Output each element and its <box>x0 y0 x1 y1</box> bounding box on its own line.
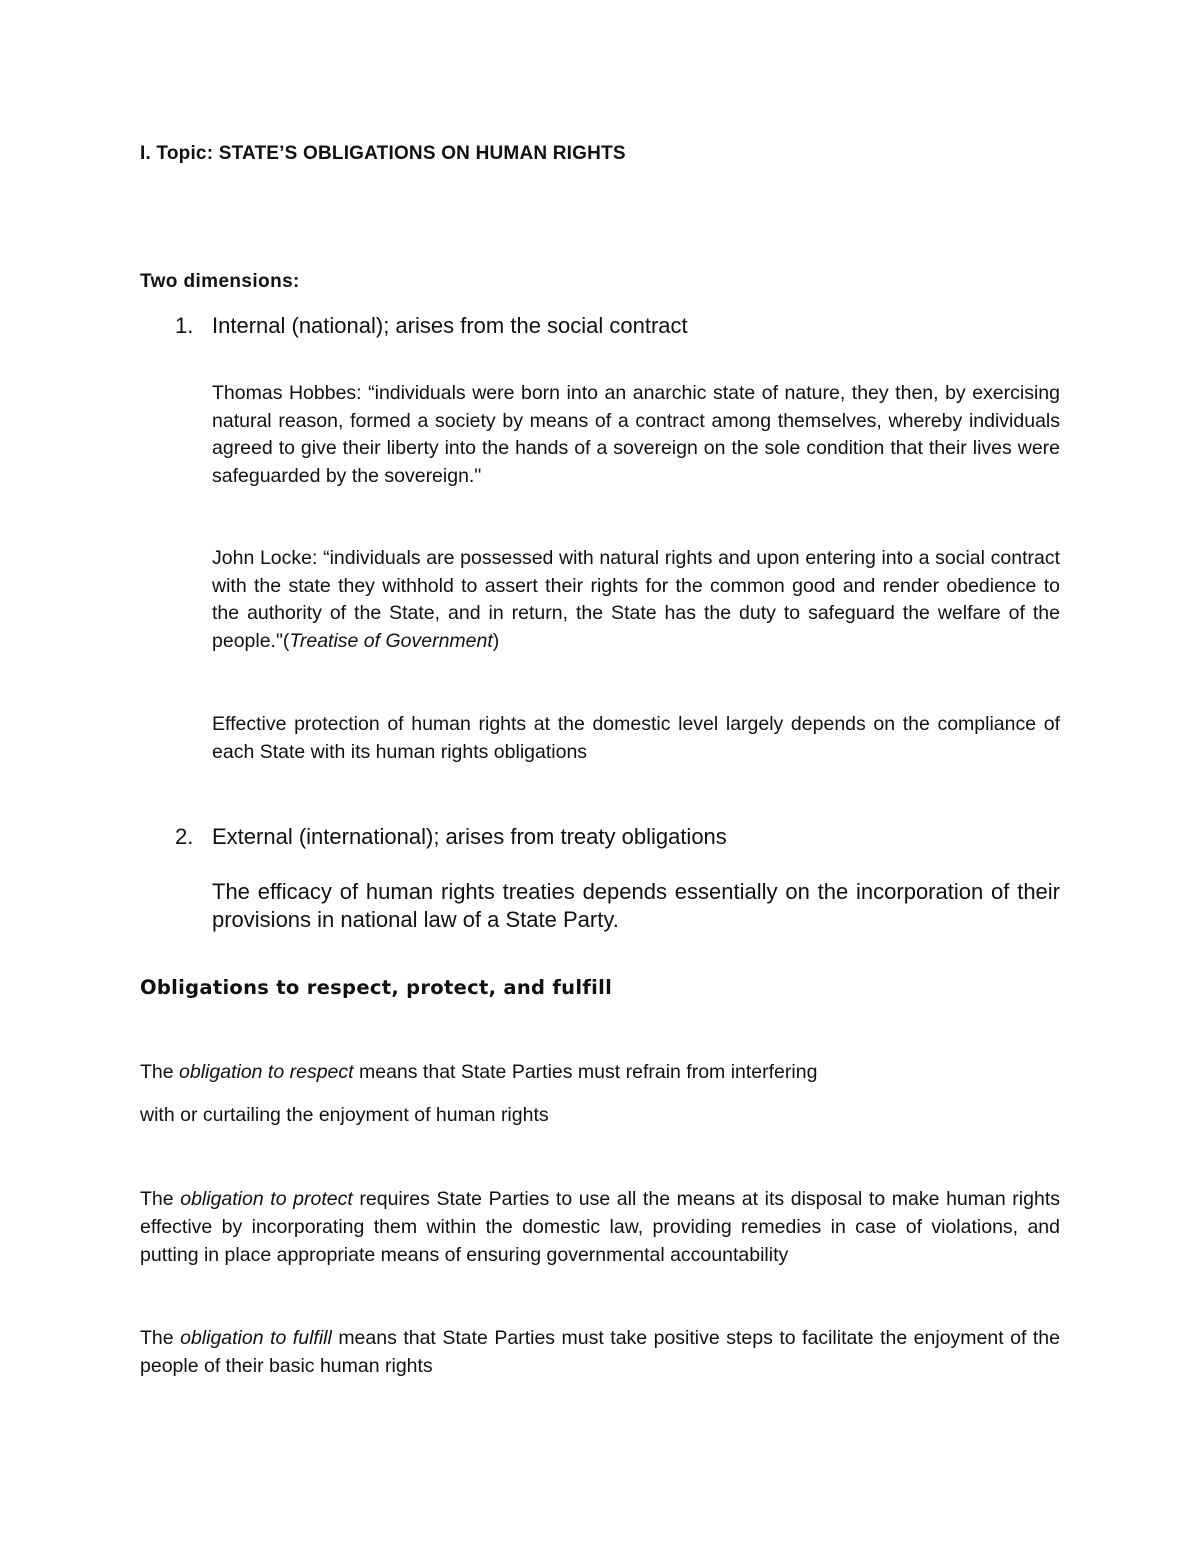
dimension-2-item <box>175 823 1075 851</box>
hobbes-quote: Thomas Hobbes: “individuals were born into an anarchic state of nature, they then, by exercising natural reason, formed a society by means of a contract among themselves, whereby individuals agreed to give their liberty into the hands of a sovereign on the sole condition that their lives were safeguarded by the sovereign." <box>212 382 1060 487</box>
protect-paragraph <box>140 1185 1060 1269</box>
respect-paragraph-line-1 <box>140 1058 817 1086</box>
locke-quote <box>212 545 1060 655</box>
fulfill-paragraph <box>140 1324 1060 1380</box>
two-dimensions-heading: Two dimensions: <box>140 271 300 292</box>
dimension-1-item <box>175 312 1075 340</box>
protect-prefix: The <box>140 1188 181 1210</box>
respect-suffix: means that State Parties must refrain from interfering <box>353 1061 818 1083</box>
list-number: 2. <box>175 824 194 849</box>
page-title: I. Topic: STATE’S OBLIGATIONS ON HUMAN RIGHTS <box>140 143 626 164</box>
locke-quote-close: ) <box>492 629 500 652</box>
obligations-heading: Obligations to respect, protect, and fulfill <box>140 976 613 999</box>
respect-term: obligation to respect <box>179 1061 354 1083</box>
list-label: Internal (national); arises from the social contract <box>212 313 688 338</box>
fulfill-term: obligation to fulfill <box>180 1327 332 1349</box>
locke-quote-source: Treatise of Government <box>289 629 493 652</box>
locke-quote-text: John Locke: “individuals are possessed with natural rights and upon entering into a social contract with the state they withhold to assert their rights for the common good and render obedience to the authority of the State, and in return, the State has the duty to safeguard the welfare of the people."( <box>212 547 1060 652</box>
fulfill-prefix: The <box>140 1327 181 1349</box>
protect-suffix: requires State Parties to use all the means at its disposal to make human rights effective by incorporating them within the domestic law, providing remedies in case of violations, and putting in place appropriate means of ensuring governmental accountability <box>140 1188 1060 1266</box>
effective-protection-paragraph: Effective protection of human rights at the domestic level largely depends on the compliance of each State with its human rights obligations <box>212 713 1060 763</box>
respect-prefix: The <box>140 1061 180 1083</box>
respect-paragraph-line-2: with or curtailing the enjoyment of human rights <box>140 1104 549 1126</box>
protect-term: obligation to protect <box>180 1188 353 1210</box>
list-label: External (international); arises from treaty obligations <box>212 824 727 849</box>
efficacy-paragraph: The efficacy of human rights treaties depends essentially on the incorporation of their provisions in national law of a State Party. <box>212 879 1060 932</box>
list-number: 1. <box>175 313 194 338</box>
fulfill-suffix: means that State Parties must take positive steps to facilitate the enjoyment of the people of their basic human rights <box>140 1327 1060 1377</box>
